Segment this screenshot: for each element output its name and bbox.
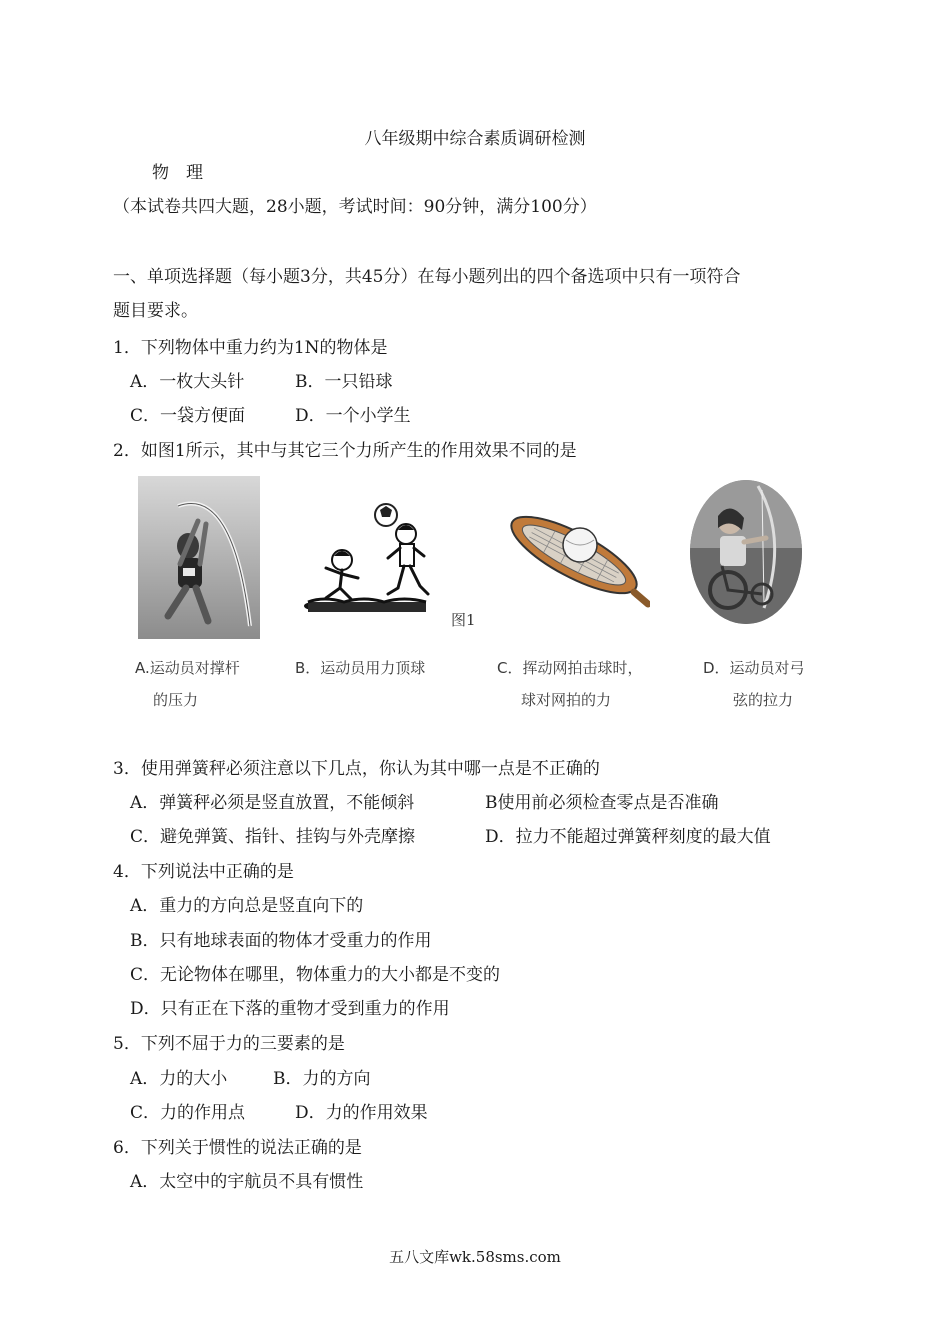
question-3-stem: 3．使用弹簧秤必须注意以下几点，你认为其中哪一点是不正确的 (113, 759, 600, 779)
q6-option-a: A．太空中的宇航员不具有惯性 (130, 1172, 364, 1192)
caption-a-line2: 的压力 (153, 691, 199, 709)
caption-d-line1: D．运动员对弓 (703, 659, 805, 677)
q5-option-b: B．力的方向 (273, 1069, 371, 1089)
racket-ball-image (506, 500, 650, 610)
question-2-stem: 2．如图1所示，其中与其它三个力所产生的作用效果不同的是 (113, 441, 577, 461)
section-heading-cont: 题目要求。 (113, 301, 198, 321)
question-4-stem: 4．下列说法中正确的是 (113, 862, 294, 882)
caption-a-line1: A.运动员对撑杆 (135, 659, 240, 677)
archer-image (688, 478, 804, 626)
question-6-stem: 6．下列关于惯性的说法正确的是 (113, 1138, 362, 1158)
q5-option-a: A．力的大小 (130, 1069, 228, 1089)
caption-c-line2: 球对网拍的力 (521, 691, 612, 709)
q1-option-b: B．一只铅球 (295, 372, 393, 392)
section-heading: 一、单项选择题（每小题3分，共45分）在每小题列出的四个备选项中只有一项符合 (113, 267, 741, 287)
q5-option-c: C．力的作用点 (130, 1103, 246, 1123)
q3-option-c: C．避免弹簧、指针、挂钩与外壳摩擦 (130, 827, 416, 847)
figure-label: 图1 (451, 611, 476, 629)
q4-option-a: A．重力的方向总是竖直向下的 (130, 896, 364, 916)
q1-option-a: A．一枚大头针 (130, 372, 245, 392)
q5-option-d: D．力的作用效果 (295, 1103, 428, 1123)
question-1-stem: 1．下列物体中重力约为1N的物体是 (113, 338, 388, 358)
q1-option-c: C．一袋方便面 (130, 406, 246, 426)
q3-option-b: B使用前必须检查零点是否准确 (485, 793, 719, 813)
subject-label: 物 理 (152, 163, 203, 183)
question-5-stem: 5．下列不屈于力的三要素的是 (113, 1034, 345, 1054)
exam-title: 八年级期中综合素质调研检测 (364, 129, 586, 149)
exam-note: （本试卷共四大题，28小题，考试时间：90分钟，满分100分） (113, 197, 597, 217)
q4-option-d: D．只有正在下落的重物才受到重力的作用 (130, 999, 450, 1019)
q4-option-c: C．无论物体在哪里，物体重力的大小都是不变的 (130, 965, 501, 985)
heading-ball-image (304, 498, 434, 616)
caption-b: B．运动员用力顶球 (295, 659, 426, 677)
footer-watermark: 五八文库wk.58sms.com (389, 1248, 561, 1266)
q3-option-d: D．拉力不能超过弹簧秤刻度的最大值 (485, 827, 771, 847)
q1-option-d: D．一个小学生 (295, 406, 411, 426)
caption-d-line2: 弦的拉力 (733, 691, 794, 709)
caption-c-line1: C．挥动网拍击球时， (497, 659, 643, 677)
pole-vault-image (138, 476, 260, 639)
q3-option-a: A．弹簧秤必须是竖直放置，不能倾斜 (130, 793, 415, 813)
q4-option-b: B．只有地球表面的物体才受重力的作用 (130, 931, 432, 951)
